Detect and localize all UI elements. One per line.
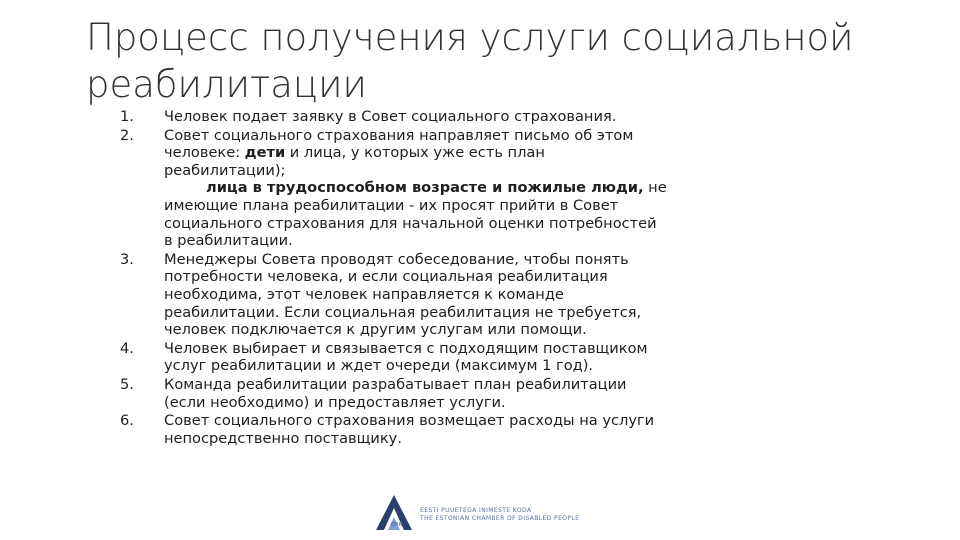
step-line: Совет социального страхования возмещает расходы на услуги xyxy=(164,412,655,430)
step-line: реабилитации. Если социальная реабилитация не требуется, xyxy=(164,303,642,321)
step-line: непосредственно поставщику. xyxy=(164,429,402,447)
logo-text-line-2: THE ESTONIAN CHAMBER OF DISABLED PEOPLE xyxy=(420,515,580,522)
step-number: 2. xyxy=(120,126,134,144)
text-segment: не xyxy=(643,179,667,197)
step-line: социального страхования для начальной оценки потребностей xyxy=(164,214,657,232)
step-line: потребности человека, и если социальная реабилитация xyxy=(164,268,608,286)
step-line: (если необходимо) и предоставляет услуги. xyxy=(164,393,506,411)
step-line: человек подключается к другим услугам или помощи. xyxy=(164,321,587,339)
step-line: Человек подает заявку в Совет социального страхования. xyxy=(164,108,617,125)
step-number: 3. xyxy=(120,250,134,268)
step-line xyxy=(164,144,780,162)
step-text xyxy=(164,376,780,411)
step-number: 1. xyxy=(120,108,134,125)
text-segment: человеке: xyxy=(164,144,245,162)
step-text xyxy=(164,251,780,339)
step-line: необходима, этот человек направляется к команде xyxy=(164,285,564,303)
step-number: 6. xyxy=(120,412,134,430)
process-steps-list xyxy=(120,108,780,448)
step-text xyxy=(164,412,780,447)
step-number: 5. xyxy=(120,375,134,393)
step-number: 4. xyxy=(120,339,134,357)
list-item xyxy=(120,108,780,126)
title-line-2: реабилитации xyxy=(86,63,367,106)
logo-abbreviation: EPIK xyxy=(391,522,402,528)
list-item xyxy=(120,340,780,375)
step-line: Менеджеры Совета проводят собеседование, чтобы понять xyxy=(164,250,629,268)
step-line: в реабилитации. xyxy=(164,232,293,250)
bold-segment: лица в трудоспособном возрасте и пожилые люди, xyxy=(206,179,644,197)
step-line: реабилитации); xyxy=(164,161,286,179)
list-item xyxy=(120,412,780,447)
text-segment: и лица, у которых уже есть план xyxy=(285,144,545,162)
list-item xyxy=(120,251,780,339)
list-item xyxy=(120,127,780,250)
step-line: Команда реабилитации разрабатывает план реабилитации xyxy=(164,375,627,393)
title-line-1: Процесс получения услуги социальной xyxy=(86,16,854,59)
step-text xyxy=(164,108,780,126)
step-line: имеющие плана реабилитации - их просят прийти в Совет xyxy=(164,196,619,214)
list-item xyxy=(120,376,780,411)
slide-title xyxy=(86,14,906,108)
step-line: Совет социального страхования направляет письмо об этом xyxy=(164,126,634,144)
step-line xyxy=(164,179,780,197)
step-line: услуг реабилитации и ждет очереди (максимум 1 год). xyxy=(164,357,594,375)
step-text xyxy=(164,127,780,250)
logo-text-line-1: EESTI PUUETEGA INIMESTE KODA xyxy=(420,507,532,514)
step-line: Человек выбирает и связывается с подходящим поставщиком xyxy=(164,339,648,357)
bold-segment: дети xyxy=(244,144,286,162)
step-text xyxy=(164,340,780,375)
